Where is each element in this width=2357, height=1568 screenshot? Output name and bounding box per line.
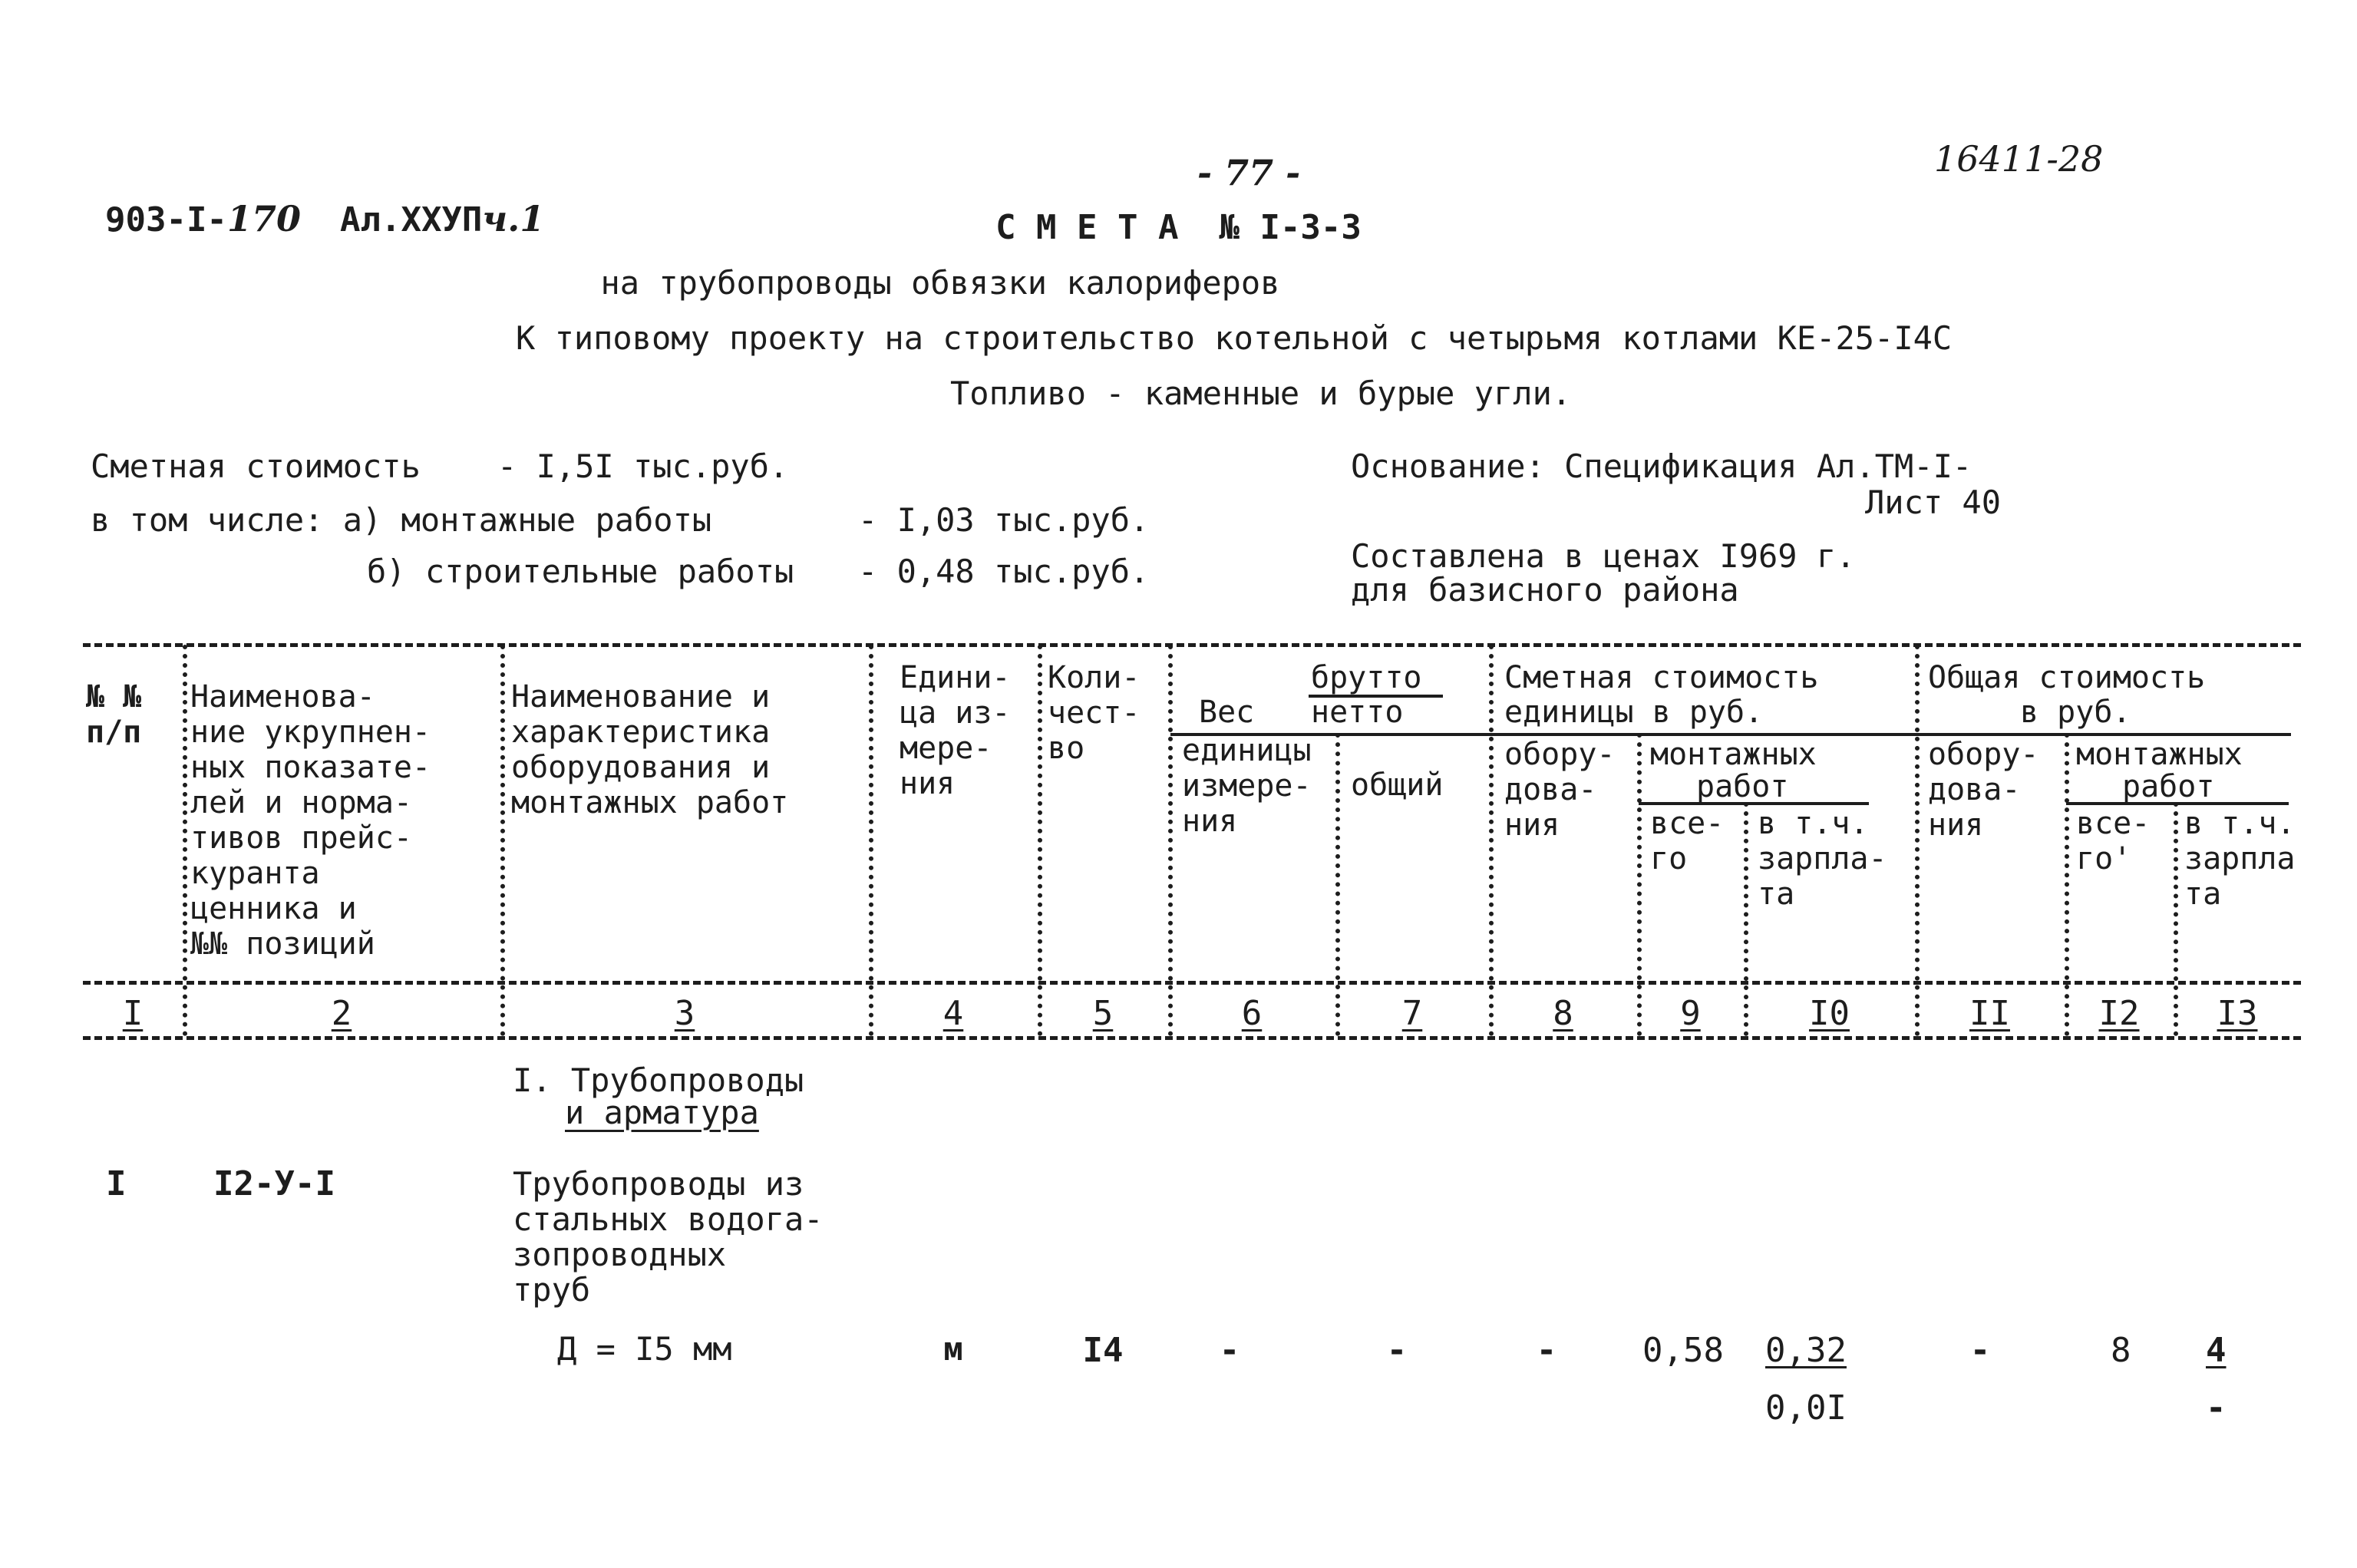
section-subtitle: и арматура bbox=[565, 1094, 759, 1131]
col-header-weight-unit: единицы измере- ния bbox=[1182, 733, 1312, 839]
column-numbers-bottom-border bbox=[83, 1036, 2301, 1040]
mont2-header-title: монтажных bbox=[2076, 737, 2243, 772]
subrow-equip-unit: - bbox=[1536, 1331, 1557, 1370]
basis-line-2: Лист 40 bbox=[1865, 484, 2002, 521]
subrow-mont-total: 0,58 bbox=[1642, 1331, 1724, 1370]
col-number-9: 9 bbox=[1680, 994, 1701, 1033]
col-header-weight-total: общий bbox=[1351, 767, 1444, 803]
subrow-weight-unit: - bbox=[1219, 1331, 1240, 1370]
construction-cost-value: - 0,48 тыс.руб. bbox=[858, 553, 1150, 590]
col-number-12: I2 bbox=[2098, 994, 2140, 1033]
row-number: I bbox=[106, 1164, 127, 1203]
album-handwritten: ч.1 bbox=[482, 198, 545, 239]
col-number-8: 8 bbox=[1553, 994, 1573, 1033]
col-number-2: 2 bbox=[331, 994, 352, 1033]
subrow-qty: I4 bbox=[1082, 1331, 1124, 1370]
mont-header-title: монтажных bbox=[1650, 737, 1817, 772]
install-cost-value: - I,03 тыс.руб. bbox=[858, 501, 1150, 539]
document-title: С М Е Т А № I-3-3 bbox=[995, 208, 1362, 247]
subrow-weight-total: - bbox=[1386, 1331, 1408, 1370]
col-header-code: Наименова- ние укрупнен- ных показате- лей и норма- тивов прейс- куранта ценника и №№ позиций bbox=[190, 679, 431, 962]
col-header-name: Наименование и характеристика оборудования и монтажных работ bbox=[511, 679, 789, 820]
row-code: I2-У-I bbox=[213, 1164, 335, 1203]
col-divider-2 bbox=[500, 645, 505, 1036]
total-cost-value: - I,5I тыс.руб. bbox=[497, 447, 789, 485]
sheet-number: 16411-28 bbox=[1934, 138, 2104, 180]
basis-line-1: Основание: Спецификация Ал.ТМ-I- bbox=[1351, 447, 1972, 485]
col-divider-11 bbox=[2065, 733, 2069, 1036]
col-number-5: 5 bbox=[1092, 994, 1114, 1033]
col-number-11: II bbox=[1969, 994, 2010, 1033]
section-title: I. Трубопроводы bbox=[513, 1061, 804, 1099]
total-cost-subheader: в руб. bbox=[2020, 695, 2131, 730]
col-number-6: 6 bbox=[1241, 994, 1263, 1033]
col-header-num: № № п/п bbox=[86, 679, 142, 750]
mont-header-subtitle: работ bbox=[1696, 769, 1789, 804]
title-line-3: Топливо - каменные и бурые угли. bbox=[950, 375, 1572, 412]
col-number-4: 4 bbox=[942, 994, 964, 1033]
table-top-border bbox=[83, 643, 2301, 647]
subrow-wage-top: 0,32 bbox=[1765, 1331, 1847, 1370]
subrow-equip-total: - bbox=[1969, 1331, 1991, 1370]
col-divider-6 bbox=[1335, 733, 1340, 1036]
construction-cost-label: б) строительные работы bbox=[367, 553, 794, 590]
subrow-mont-sum: 8 bbox=[2111, 1331, 2131, 1370]
weight-header-brutto: брутто bbox=[1311, 660, 1422, 695]
col-header-wage-sum: в т.ч. зарпла та bbox=[2184, 806, 2296, 912]
total-cost-header: Общая стоимость bbox=[1928, 660, 2206, 695]
subrow-wage-sum-bottom: - bbox=[2206, 1388, 2227, 1428]
unit-cost-header: Сметная стоимость bbox=[1504, 660, 1819, 695]
col-header-equip-unit: обору- дова- ния bbox=[1504, 737, 1616, 843]
subrow-name: Д = I5 мм bbox=[557, 1330, 732, 1368]
col-header-unit: Едини- ца из- мере- ния bbox=[900, 660, 1011, 801]
album-typed: Ал.ХХУП bbox=[339, 200, 483, 239]
subrow-wage-bottom: 0,0I bbox=[1765, 1388, 1847, 1428]
install-cost-label: в том числе: а) монтажные работы bbox=[91, 501, 712, 539]
doc-code-handwritten: 170 bbox=[226, 198, 301, 239]
group-header-underline bbox=[1170, 733, 2291, 736]
col-number-7: 7 bbox=[1401, 994, 1423, 1033]
col-number-1: I bbox=[122, 994, 144, 1033]
col-header-mont-total: все- го bbox=[1650, 806, 1725, 876]
row-name: Трубопроводы из стальных водога- зопроводных труб bbox=[513, 1165, 824, 1309]
subrow-wage-sum-top: 4 bbox=[2206, 1331, 2227, 1370]
col-divider-8 bbox=[1637, 733, 1642, 1036]
col-header-qty: Коли- чест- во bbox=[1048, 660, 1141, 766]
col-header-mont-sum: все- го' bbox=[2076, 806, 2151, 876]
col-number-3: 3 bbox=[674, 994, 695, 1033]
col-divider-1 bbox=[183, 645, 187, 1036]
col-divider-10 bbox=[1915, 645, 1920, 1036]
title-line-1: на трубопроводы обвязки калориферов bbox=[600, 264, 1280, 302]
page-number: - 77 - bbox=[1197, 152, 1301, 193]
total-cost-label: Сметная стоимость bbox=[91, 447, 421, 485]
col-number-10: I0 bbox=[1809, 994, 1850, 1033]
weight-header-netto: нетто bbox=[1311, 695, 1404, 730]
basis-line-4: для базисного района bbox=[1351, 571, 1739, 609]
col-divider-5 bbox=[1168, 645, 1173, 1036]
subrow-unit: м bbox=[943, 1330, 963, 1368]
col-number-13: I3 bbox=[2217, 994, 2258, 1033]
col-header-wage: в т.ч. зарпла- та bbox=[1758, 806, 1887, 912]
basis-line-3: Составлена в ценах I969 г. bbox=[1351, 537, 1856, 575]
unit-cost-subheader: единицы в руб. bbox=[1504, 695, 1764, 730]
mont2-header-subtitle: работ bbox=[2122, 769, 2215, 804]
col-divider-3 bbox=[869, 645, 873, 1036]
weight-header-label: Вес bbox=[1199, 695, 1255, 730]
title-line-2: К типовому проекту на строительство котельной с четырьмя котлами КЕ-25-I4С bbox=[516, 319, 1953, 357]
col-divider-4 bbox=[1038, 645, 1042, 1036]
col-header-equip-total: обору- дова- ния bbox=[1928, 737, 2039, 843]
col-divider-7 bbox=[1489, 645, 1494, 1036]
doc-code-typed: 903-I- bbox=[104, 200, 227, 239]
header-bottom-border bbox=[83, 981, 2301, 985]
